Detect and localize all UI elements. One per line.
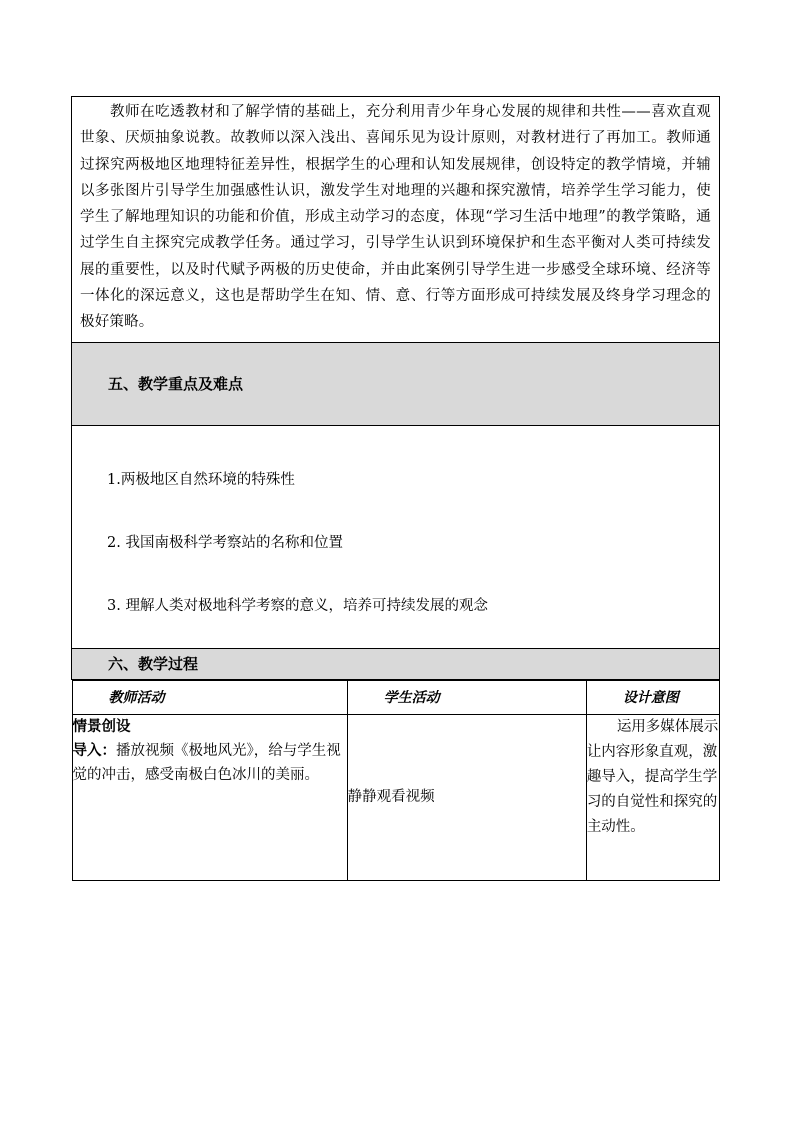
scenario-heading: 情景创设 [72,717,131,735]
key-point-2: 2. 我国南极科学考察站的名称和位置 [107,534,343,551]
col-teacher-activity: 教师活动 [72,680,347,714]
key-point-3: 3. 理解人类对极地科学考察的意义，培养可持续发展的观念 [107,597,488,614]
section5-title: 五、教学重点及难点 [108,375,244,394]
teacher-activity-text: 播放视频《极地风光》，给与学生视觉的冲击，感受南极白色冰川的美丽。 [72,742,341,783]
intro-label: 导入： [72,741,116,759]
col-student-activity: 学生活动 [347,680,586,714]
process-table-wrapper [72,679,720,881]
design-intent-cell [586,714,719,880]
intro-cell [72,97,720,343]
lesson-plan-table [71,96,720,881]
key-point-1: 1.两极地区自然环境的特殊性 [107,471,295,488]
teacher-activity-cell [72,714,347,880]
design-intent-text: 运用多媒体展示让内容形象直观，激趣导入，提高学生学习的自觉性和探究的主动性。 [586,718,719,835]
section5-header [72,342,720,425]
col-design-intent: 设计意图 [586,680,719,714]
student-activity-text: 静静观看视频 [347,789,435,806]
student-activity-cell [347,714,586,880]
process-table [72,680,720,881]
section6-header [72,648,720,679]
key-points-cell [72,425,720,648]
section6-title: 六、教学过程 [108,655,199,674]
intro-paragraph: 教师在吃透教材和了解学情的基础上，充分利用青少年身心发展的规律和共性——喜欢直观世象、厌烦抽象说教。故教师以深入浅出、喜闻乐见为设计原则，对教材进行了再加工。教师通过探究两极地区地理特征差异性，根据学生的心理和认知发展规律，创设特定的教学情境，并辅以多张图片引导学生加强感性认识，激发学生对地理的兴趣和探究激情，培养学生学习能力，使学生了解地理知识的功能和价值，形成主动学习的态度，体现“学习生活中地理”的教学策略，通过学生自主探究完成教学任务。通过学习，引导学生认识到环境保护和生态平衡对人类可持续发展的重要性，以及时代赋予两极的历史使命，并由此案例引导学生进一步感受全球环境、经济等一体化的深远意义，这也是帮助学生在知、情、意、行等方面形成可持续发展及终身学习理念的极好策略。 [80,104,711,331]
